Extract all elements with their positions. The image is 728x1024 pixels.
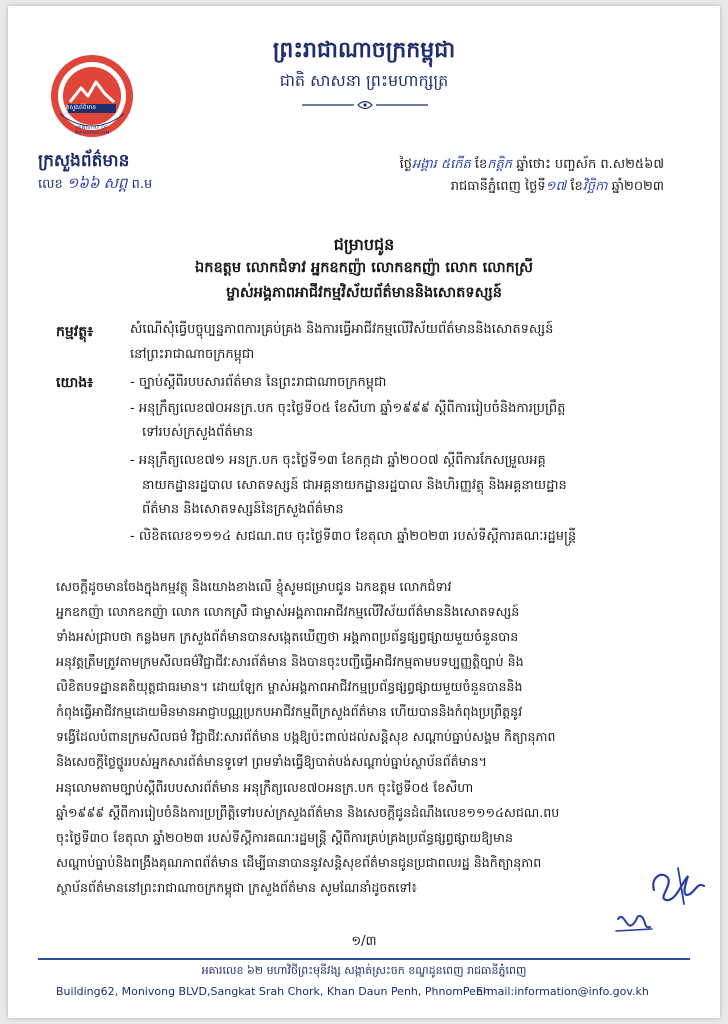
page-number: ១/៣ bbox=[351, 934, 377, 949]
body-line: ទាំងអស់ជ្រាបថា កន្លងមក ក្រសួងព័ត៌មានបានសង្កេតឃើញថា អង្គភាពប្រព័ន្ធផ្សព្វផ្សាយមួយចំនួនបាន bbox=[56, 629, 519, 644]
body-line: កំពុងធ្វើអាជីវកម្មដោយមិនមានអាជ្ញាបណ្ណប្រកបអាជីវកម្មពីក្រសួងព័ត៌មាន ហើយបាននិងកំពុងប្រព្រឹត្តនូវ bbox=[56, 704, 523, 719]
footer-address-en: Building62, Monivong BLVD,Sangkat Srah Chork, Khan Daun Penh, PhnomPenh bbox=[56, 985, 490, 998]
body-line: ឆ្នាំ១៩៩៩ ស្តីពីការរៀបចំនិងការប្រព្រឹត្តិទៅរបស់ក្រសួងព័ត៌មាន និងសេចក្តីជូនដំណឹងលេខ១១១៤សជណ.ពប bbox=[56, 805, 560, 820]
solar-month-label: ខែ bbox=[570, 179, 583, 194]
reference-item-cont: នាយកដ្ឋានរដ្ឋបាល សោតទស្សន៍ ជាអគ្គនាយកដ្ឋានរដ្ឋបាល និងហិរញ្ញវត្ថុ និងអគ្គនាយដ្ឋាន bbox=[142, 478, 567, 493]
ref-hand-code: សព្ត bbox=[103, 174, 128, 192]
lunar-suffix: ឆ្នាំថោះ បញ្ចស័ក ព.ស២៥៦៧ bbox=[516, 157, 664, 172]
body-line: អនុលោមតាមច្បាប់ស្តីពីរបបសារព័ត៌មាន អនុក្រឹត្យលេខ៧០អនក្រ.បក ចុះថ្ងៃទី០៥ ខែសីហា bbox=[56, 780, 474, 795]
kingdom-title: ព្រះរាជាណាចក្រកម្ពុជា bbox=[272, 37, 456, 63]
subject-label: កម្មវត្ថុ៖ bbox=[56, 324, 94, 340]
reference-label: យោង៖ bbox=[56, 375, 94, 391]
signature-initial bbox=[648, 864, 710, 908]
lunar-month-label: ខែ bbox=[474, 157, 488, 172]
solar-year: ឆ្នាំ២០២៣ bbox=[611, 179, 664, 194]
solar-prefix: រាជធានីភ្នំពេញ ថ្ងៃទី bbox=[450, 179, 546, 194]
signature-paraph bbox=[614, 909, 654, 935]
solar-month-hand: វិច្ឆិកា bbox=[582, 179, 608, 194]
body-line: និងសេចក្តីថ្លៃថ្នូររបស់អ្នកសារព័ត៌មានទូទៅ ព្រមទាំងធ្វើឱ្យបាត់បង់សណ្តាប់ធ្នាប់ស្ថាប័នព័ត៌មាន។ bbox=[56, 754, 487, 769]
ref-number-hand: ១៦៦ bbox=[66, 174, 100, 192]
letter-page bbox=[8, 6, 720, 1018]
lunar-month-hand: កត្តិក bbox=[487, 157, 513, 172]
addressee-line: ឯកឧត្តម លោកជំទាវ អ្នកឧកញ៉ា លោកឧកញ៉ា លោក លោកស្រី bbox=[195, 260, 533, 276]
body-line: អនុវត្តត្រឹមត្រូវតាមក្រមសីលធម៌វិជ្ជាជីវៈសារព័ត៌មាន និងបានចុះបញ្ជីធ្វើអាជីវកម្មតាមបទប្បញ្ញត្តិច្បាប់ និង bbox=[56, 654, 524, 669]
footer-address-kh: អគារលេខ ៦២ មហាវិថីព្រះមុនីវង្ស សង្កាត់ស្រះចក ខណ្ឌដូនពេញ រាជធានីភ្នំពេញ bbox=[201, 964, 527, 977]
ref-suffix: ព.ម bbox=[131, 177, 153, 192]
ministry-name: ក្រសួងព័ត៌មាន bbox=[38, 151, 130, 171]
ornament-divider bbox=[300, 98, 430, 112]
reference-item-cont: ព័ត៌មាន និងសោតទស្សន៍នៃក្រសួងព័ត៌មាន bbox=[142, 502, 344, 517]
lunar-prefix: ថ្ងៃ bbox=[399, 157, 413, 172]
body-line: លិខិតបទដ្ឋានគតិយុត្តជាធរមាន។ ដោយឡែក ម្ចាស់អង្គភាពអាជីវកម្មប្រព័ន្ធផ្សព្វផ្សាយមួយចំនួនបាននិង bbox=[56, 679, 523, 694]
reference-number bbox=[38, 174, 152, 196]
salutation: ជម្រាបជូន bbox=[333, 235, 395, 254]
solar-date bbox=[451, 178, 664, 197]
addressee-owners-line: ម្ចាស់អង្គភាពអាជីវកម្មវិស័យព័ត៌មាននិងសោតទស្សន៍ bbox=[226, 285, 502, 301]
logo-kh-text: ក្រសួងព័ត៌មាន bbox=[63, 104, 97, 111]
body-line: អ្នកឧកញ៉ា លោកឧកញ៉ា លោក លោកស្រី ជាម្ចាស់អង្គភាពអាជីវកម្មលើវិស័យព័ត៌មាននិងសោតទស្សន៍ bbox=[56, 604, 520, 619]
ref-prefix: លេខ bbox=[38, 177, 63, 192]
lunar-date bbox=[400, 156, 664, 175]
body-line: សណ្តាប់ធ្នាប់និងពង្រឹងគុណភាពព័ត៌មាន ដើម្បីធានាបាននូវសន្តិសុខព័ត៌មានជូនប្រជាពលរដ្ឋ និងកិត្យានុភាព bbox=[56, 855, 542, 870]
footer-email: E-mail:information@info.gov.kh bbox=[476, 985, 649, 998]
subject-line-2: នៅព្រះរាជាណាចក្រកម្ពុជា bbox=[130, 347, 255, 362]
solar-day-hand: ១៧ bbox=[545, 179, 567, 194]
footer-divider bbox=[38, 958, 690, 960]
reference-item: - អនុក្រឹត្យលេខ៧១ អនក្រ.បក ចុះថ្ងៃទី១៣ ខែកក្កដា ឆ្នាំ២០០៧ ស្តីពីការកែសម្រួលអគ្គ bbox=[130, 453, 546, 468]
body-line: ចុះថ្ងៃទី៣០ ខែតុលា ឆ្នាំ២០២៣ របស់ទីស្តីការគណៈរដ្ឋមន្ត្រី ស្តីពីការគ្រប់គ្រងប្រព័ន្ធផ្សព្វផ្សាយឱ្យមាន bbox=[56, 830, 514, 845]
logo-en-text: MINISTRY OF INFORMATION bbox=[74, 126, 110, 136]
national-motto: ជាតិ សាសនា ព្រះមហាក្សត្រ bbox=[279, 71, 449, 90]
subject-line-1: សំណើសុំធ្វើបច្ចុប្បន្នភាពការគ្រប់គ្រង និងការធ្វើអាជីវកម្មលើវិស័យព័ត៌មាននិងសោតទស្សន៍ bbox=[130, 322, 554, 337]
body-line: ស្ថាប័នព័ត៌មាននៅព្រះរាជាណាចក្រកម្ពុជា ក្រសួងព័ត៌មាន សូមណែនាំដូចតទៅ៖ bbox=[56, 880, 417, 895]
reference-item-cont: ទៅរបស់ក្រសួងព័ត៌មាន bbox=[142, 425, 254, 440]
body-line: ទង្វើដែលបំពានក្រមសីលធម៌ វិជ្ជាជីវៈសារព័ត៌មាន បង្កឱ្យប៉ះពាល់ដល់សន្តិសុខ សណ្តាប់ធ្នាប់សង្គម កិត្យានុភាព bbox=[56, 729, 556, 744]
reference-item: - ច្បាប់ស្តីពីរបបសារព័ត៌មាន នៃព្រះរាជាណាចក្រកម្ពុជា bbox=[130, 375, 387, 390]
lunar-day-hand: អង្គារ ៥កើត bbox=[412, 157, 471, 172]
body-line: សេចក្តីដូចមានចែងក្នុងកម្មវត្ថុ និងយោងខាងលើ ខ្ញុំសូមជម្រាបជូន ឯកឧត្តម លោកជំទាវ bbox=[56, 579, 452, 594]
reference-item: - អនុក្រឹត្យលេខ៧០អនក្រ.បក ចុះថ្ងៃទី០៥ ខែសីហា ឆ្នាំ១៩៩៩ ស្តីពីការរៀបចំនិងការប្រព្រឹត្ត bbox=[130, 401, 566, 416]
reference-item: - លិខិតលេខ១១១៤ សជណ.ពប ចុះថ្ងៃទី៣០ ខែតុលា ឆ្នាំ២០២៣ របស់ទីស្តីការគណៈរដ្ឋមន្ត្រី bbox=[130, 529, 577, 544]
